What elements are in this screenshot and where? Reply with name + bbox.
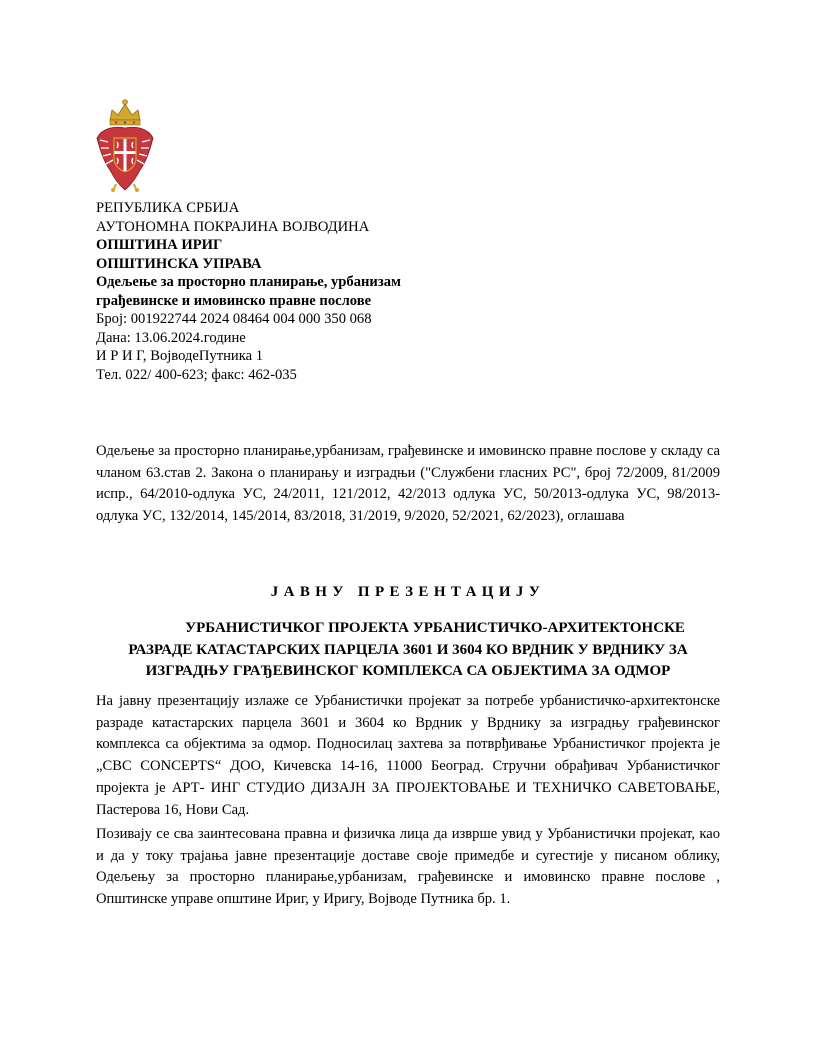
project-title <box>96 618 720 683</box>
announcement-heading: ЈАВНУ ПРЕЗЕНТАЦИЈУ <box>270 584 546 600</box>
department-line-2: грађевинске и имовинско правне послове <box>96 292 372 309</box>
municipality-line: ОПШТИНА ИРИГ <box>96 237 223 253</box>
serbian-coat-of-arms-icon <box>96 98 154 196</box>
document-number: Број: 001922744 2024 08464 004 000 350 068 <box>96 311 372 327</box>
project-title-line-2: РАЗРАДЕ КАТАСТАРСКИХ ПАРЦЕЛА 3601 И 3604 КО ВРДНИК У ВРДНИКУ ЗА <box>128 641 688 658</box>
republic-line: РЕПУБЛИКА СРБИЈА <box>96 200 240 216</box>
administration-line: ОПШТИНСКА УПРАВА <box>96 255 262 272</box>
intro-paragraph: Одељење за просторно планирање,урбанизам, грађевинске и имовинско правне послове у складу са чланом 63.став 2. Закона о планирању и изградњи ("Службени гласних РС", број 72/2009, 81/2009 испр., 64/2010-одлука УС, 24/2011, 121/2012, 42/2013 одлука УС, 50/2013-одлука УС, 98/2013-одлука УС, 132/2014, 145/2014, 83/2018, 31/2019, 9/2020, 52/2021, 62/2023), оглашава <box>96 443 720 524</box>
project-title-line-1: УРБАНИСТИЧКОГ ПРОЈЕКТА УРБАНИСТИЧКО-АРХИТЕКТОНСКЕ <box>185 620 685 636</box>
body-paragraph-1: На јавну презентацију излаже се Урбанистички пројекат за потребе урбанистичко-архитектонске разраде катастарских парцела 3601 и 3604 ко Врдник у Врднику за изградњу грађевинског комплекса са објектима за одмор. Подносилац захтева за потврђивање Урбанистичког пројекта је „CBC CONCEPTS“ ДОО, Кичевска 14-16, 11000 Београд. Стручни обрађивач Урбанистичког пројекта је АРТ- ИНГ СТУДИО ДИЗАЈН ЗА ПРОЈЕКТОВАЊЕ И ТЕХНИЧКО САВЕТОВАЊЕ, Пастерова 16, Нови Сад. <box>96 693 720 818</box>
project-title-line-3: ИЗГРАДЊУ ГРАЂЕВИНСКОГ КОМПЛЕКСА СА ОБЈЕКТИМА ЗА ОДМОР <box>145 663 671 679</box>
phone-line: Тел. 022/ 400-623; факс: 462-035 <box>96 366 297 383</box>
document-date: Дана: 13.06.2024.године <box>96 329 246 346</box>
body-paragraph-2: Позивају се сва заинтесована правна и физичка лица да изврше увид у Урбанистички пројекат, као и да у току трајања јавне презентације доставе своје примедбе и сугестије у писаном облику, Одељењу за просторно планирање,урбанизам, грађевинске и имовинско правне послове , Општинске управе општине Ириг, у Иригу, Војводе Путника бр. 1. <box>96 826 720 908</box>
province-line: АУТОНОМНА ПОКРАЈИНА ВОЈВОДИНА <box>96 218 370 235</box>
letterhead <box>96 199 556 384</box>
department-line-1: Одељење за просторно планирање, урбанизам <box>96 274 401 290</box>
address-line: И Р И Г, ВојводеПутника 1 <box>96 348 264 364</box>
